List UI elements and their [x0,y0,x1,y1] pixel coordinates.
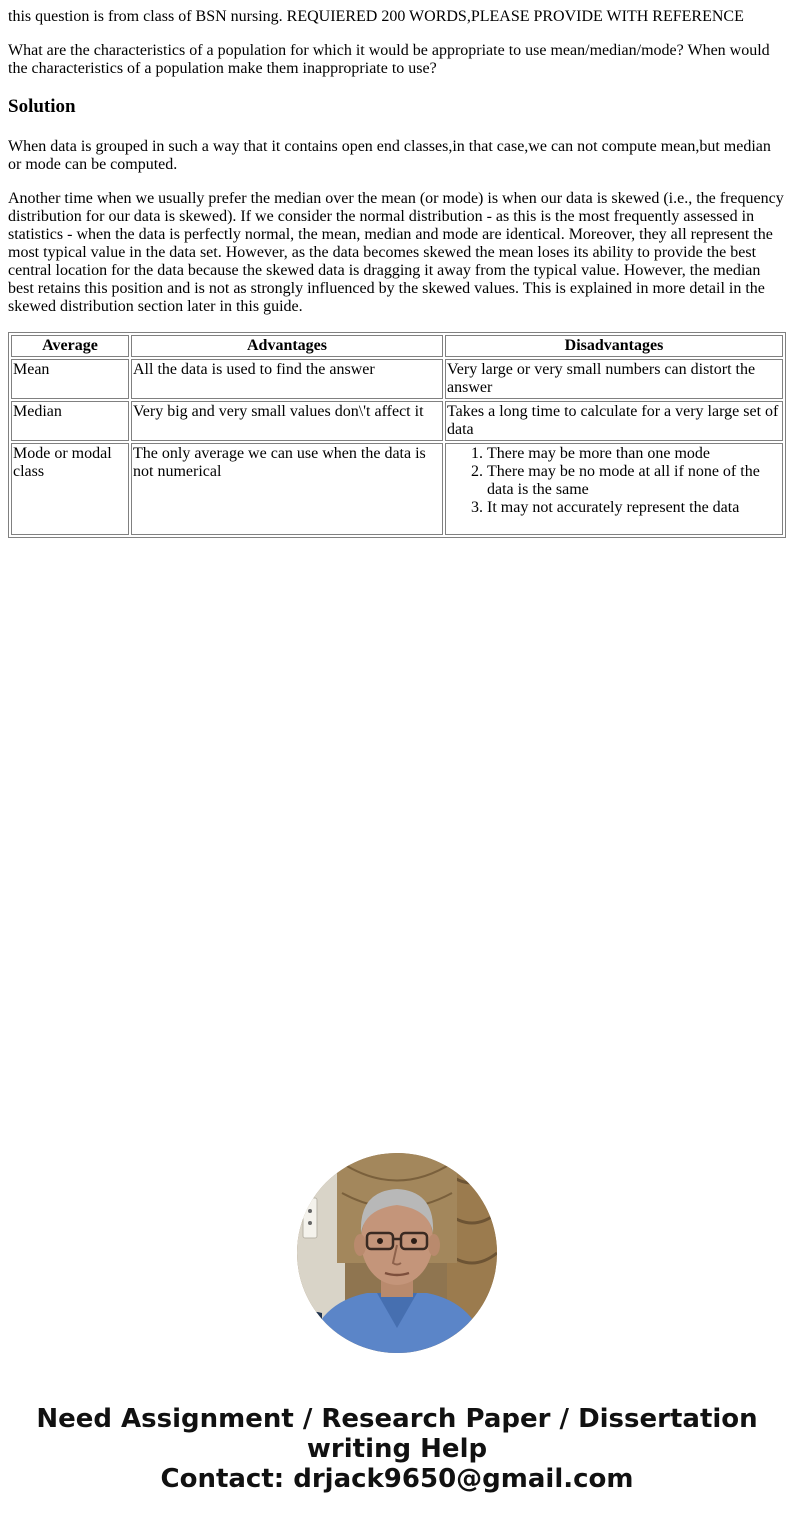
table-header-row [11,335,783,357]
header-average: Average [11,335,129,357]
table-row [11,401,783,441]
footer-advertisement [0,1404,794,1494]
cell-disadvantages: Takes a long time to calculate for a very large set of data [445,401,783,441]
header-disadvantages: Disadvantages [445,335,783,357]
solution-paragraph-1: When data is grouped in such a way that it contains open end classes,in that case,we can not compute mean,but median or mode can be computed. [8,138,771,173]
question-intro: this question is from class of BSN nursing. REQUIERED 200 WORDS,PLEASE PROVIDE WITH REFERENCE [8,8,744,25]
cell-advantages: Very big and very small values don\'t affect it [131,401,443,441]
cell-disadvantages: Very large or very small numbers can distort the answer [445,359,783,399]
solution-heading: Solution [8,96,76,117]
footer-line-2: writing Help [306,1434,488,1464]
footer-line-1: Need Assignment / Research Paper / Dissertation [36,1404,758,1434]
document-content [8,0,786,538]
table-row [11,359,783,399]
list-item: 2. There may be no mode at all if none of the data is the same [487,463,781,499]
table-row [11,443,783,535]
footer-contact: Contact: drjack9650@gmail.com [160,1464,634,1494]
list-item: 3. It may not accurately represent the data [487,499,781,517]
cell-average: Median [11,401,129,441]
question-text: What are the characteristics of a population for which it would be appropriate to use mean/median/mode? When would the characteristics of a population make them inappropriate to use? [8,42,770,77]
cell-disadvantages [445,443,783,535]
list-item: 1. There may be more than one mode [487,445,781,463]
disadvantages-list [447,445,781,517]
cell-advantages: All the data is used to find the answer [131,359,443,399]
person-portrait-icon [297,1153,497,1353]
cell-advantages: The only average we can use when the data is not numerical [131,443,443,535]
cell-average: Mean [11,359,129,399]
author-photo [297,1153,497,1353]
solution-paragraph-2: Another time when we usually prefer the median over the mean (or mode) is when our data is skewed (i.e., the frequency distribution for our data is skewed). If we consider the normal distribution - as this is the most frequently assessed in statistics - when the data is perfectly normal, the mean, median and mode are identical. Moreover, they all represent the most typical value in the data set. However, as the data becomes skewed the mean loses its ability to provide the best central location for the data because the skewed data is dragging it away from the typical value. However, the median best retains this position and is not as strongly influenced by the skewed values. This is explained in more detail in the skewed distribution section later in this guide. [8,190,784,315]
cell-average: Mode or modal class [11,443,129,535]
averages-table [8,332,786,538]
header-advantages: Advantages [131,335,443,357]
